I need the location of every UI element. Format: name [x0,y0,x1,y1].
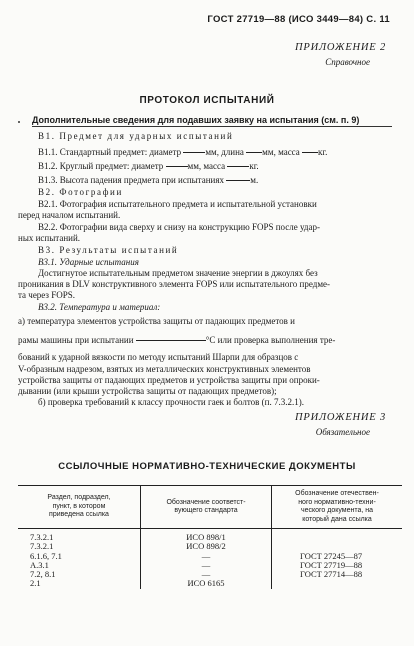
blank-field [226,180,250,181]
cell-section: 6.1.6, 7.1 [30,550,62,561]
cell-section: 7.3.2.1 [30,532,54,542]
blank-field [246,152,262,153]
b3-2-a-line-4: V-образным надрезом, взятых из металлических конструктивных элементов [18,364,311,374]
subtitle-underline [32,126,392,127]
b1-3-label: В1.3. Высота падения предмета при испытаниях [38,175,224,185]
b1-1-unit-1: мм, длина [205,147,244,157]
table-row [18,579,402,588]
b1-line-3 [38,175,258,185]
b3-title: В3. Результаты испытаний [38,245,179,255]
b2-title: В2. Фотографии [38,187,123,197]
b3-2-a-unit: °С или проверка выполнения тре- [205,335,336,345]
b1-line-2 [38,161,259,171]
b3-1-line-2: проникания в DLV конструктивного элемента FOPS или испытательного предме- [18,279,331,289]
cell-standard: — [141,552,272,561]
appendix-2-subtitle: Справочное [325,57,370,67]
b3-2-a-line-3: бований к ударной вязкости по методу испытаний Шарпи для образцов с [18,352,299,362]
cell-domestic-doc: ГОСТ 27714—88 [272,570,403,579]
b2-1-line-2: перед началом испытаний. [18,210,121,220]
cell-standard: — [141,570,272,579]
references-table [18,485,402,589]
b3-1-line-1: Достигнутое испытательным предметом значение энергии в джоулях без [38,268,318,278]
b3-2-title: В3.2. Температура и материал: [38,302,161,312]
cell-standard: ИСО 6165 [141,579,272,588]
b1-3-unit: м. [250,175,259,185]
cell-domestic-doc [272,579,403,588]
b1-2-unit-1: мм, масса [187,161,226,171]
b3-2-a-line-6: дывании (или крыши устройства защиты от падающих предметов); [18,386,277,396]
cell-domestic-doc [272,529,403,543]
appendix-3-subtitle: Обязательное [315,427,370,437]
blank-field [227,166,249,167]
blank-field [166,166,188,167]
b1-2-unit-2: кг. [249,161,259,171]
protocol-subtitle: Дополнительные сведения для подавших заявку на испытания (см. п. 9) [32,115,360,125]
appendix-2-title: ПРИЛОЖЕНИЕ 2 [295,42,386,53]
col-header-domestic-doc: Обозначение отечествен- ного нормативно-техни- ческого документа, на который дана ссылка [272,486,403,529]
b3-1-line-3: та через FOPS. [18,290,75,300]
cell-section: А.3.1 [30,559,49,570]
col-header-section: Раздел, подраздел, пункт, в котором приведена ссылка [18,486,141,529]
page-header: ГОСТ 27719—88 (ИСО 3449—84) С. 11 [207,14,390,25]
protocol-title: ПРОТОКОЛ ИСПЫТАНИЙ [139,95,275,106]
b1-title: В1. Предмет для ударных испытаний [38,131,234,141]
b3-1-title: В3.1. Ударные испытания [38,257,139,267]
b3-2-b-line: б) проверка требований к классу прочности гаек и болтов (п. 7.3.2.1). [38,397,304,407]
blank-field [136,340,206,341]
b3-2-a-label: рамы машины при испытании [18,335,134,345]
blank-field [302,152,318,153]
cell-domestic-doc: ГОСТ 27719—88 [272,561,403,570]
b3-2-a-line-5: устройства защиты от падающих предметов и устройства защиты при опроки- [18,375,320,385]
cell-standard: — [141,561,272,570]
b1-2-label: В1.2. Круглый предмет: диаметр [38,161,164,171]
appendix-3-title: ПРИЛОЖЕНИЕ 3 [295,412,386,423]
b3-2-a-line-2 [18,335,335,345]
b2-1-line-1: В2.1. Фотография испытательного предмета и испытательной установки [38,199,317,209]
col-header-standard: Обозначение соответст- вующего стандарта [141,486,272,529]
cell-section: 7.2, 8.1 [30,569,56,580]
table-header-row [18,486,402,529]
bullet-mark [18,121,20,123]
cell-section: 7.3.2.1 [30,541,54,552]
b1-1-unit-3: кг. [318,147,328,157]
references-title: ССЫЛОЧНЫЕ НОРМАТИВНО-ТЕХНИЧЕСКИЕ ДОКУМЕНТЫ [58,461,356,472]
b3-2-a-line-1: а) температура элементов устройства защиты от падающих предметов и [18,316,295,326]
b1-1-label: В1.1. Стандартный предмет: диаметр [38,147,182,157]
b1-line-1 [38,147,327,157]
cell-section: 2.1 [30,578,41,589]
blank-field [183,152,205,153]
cell-standard: ИСО 898/1 [141,529,272,543]
b1-1-unit-2: мм, масса [262,147,300,157]
b2-2-line-2: ных испытаний. [18,233,81,243]
b2-2-line-1: В2.2. Фотографии вида сверху и снизу на конструкцию FOPS после удар- [38,222,320,232]
cell-standard: ИСО 898/2 [141,542,272,551]
table-row [18,529,402,543]
cell-domestic-doc: ГОСТ 27245—87 [272,552,403,561]
